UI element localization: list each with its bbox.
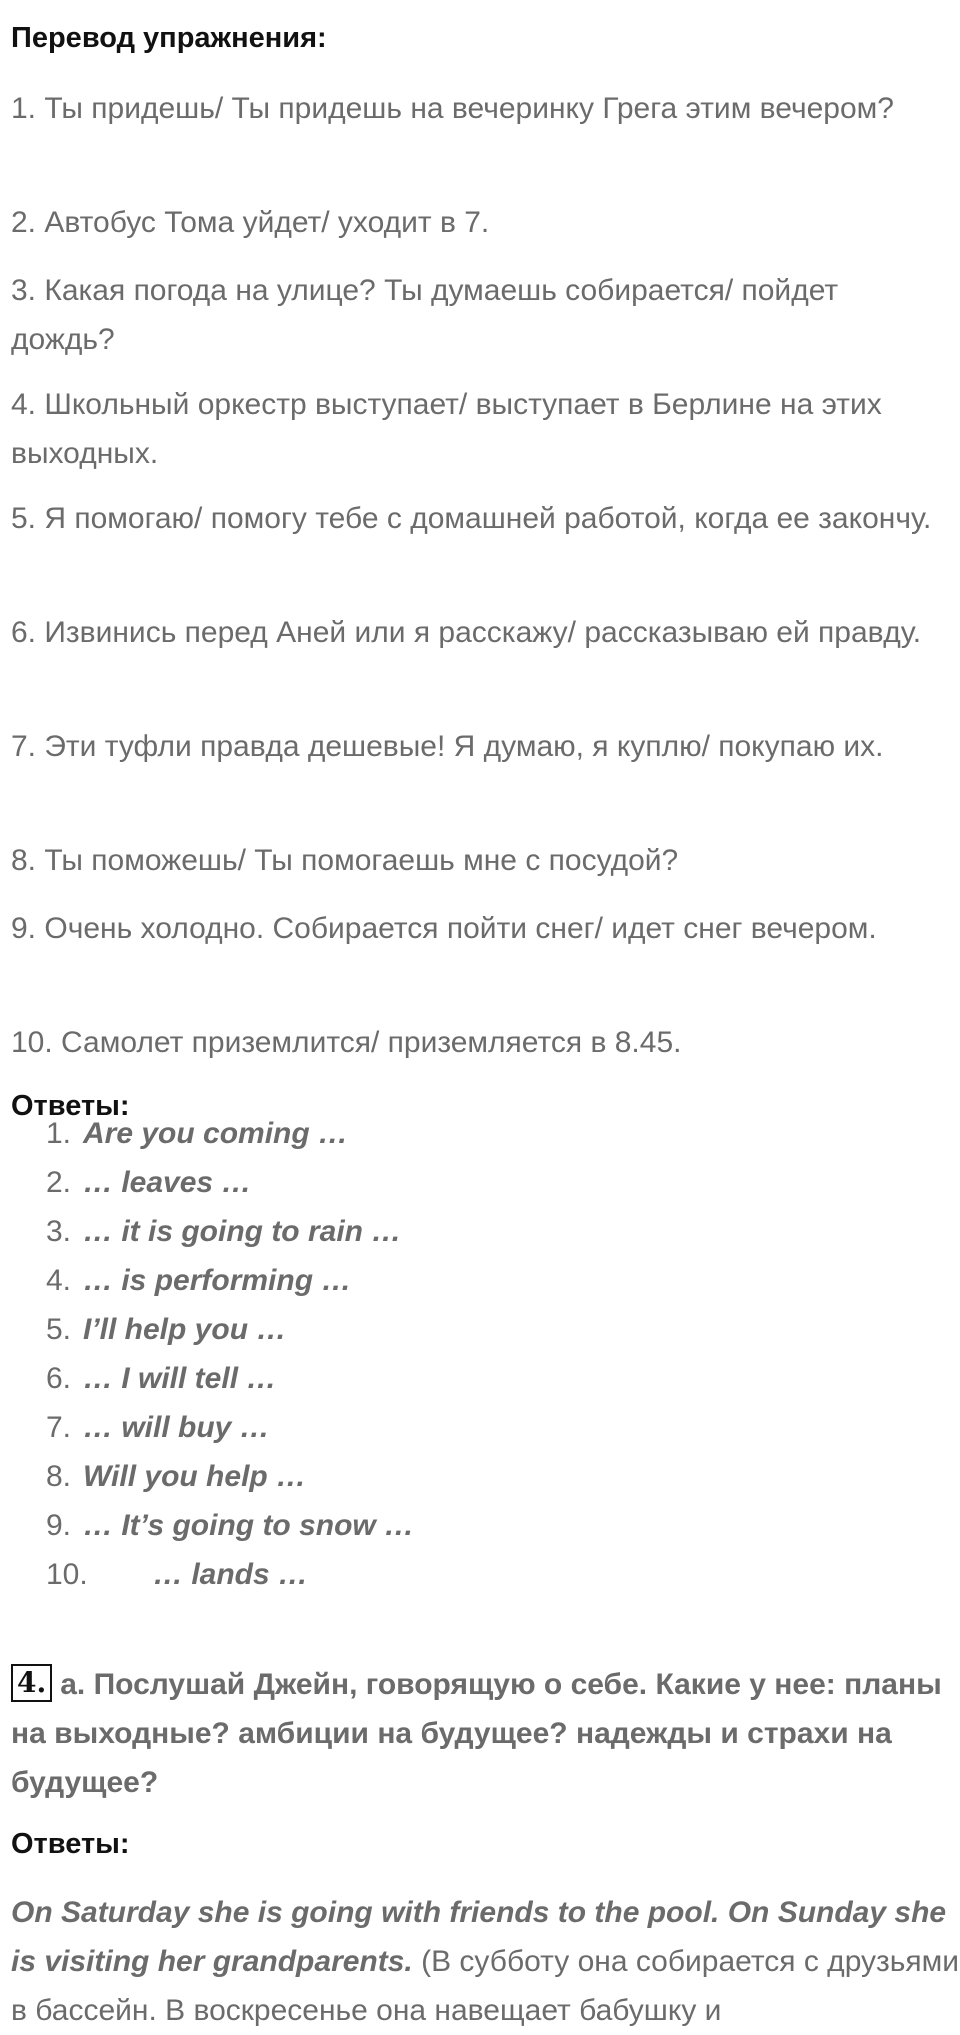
translation-item-3: 3. Какая погода на улице? Ты думаешь собирается/ пойдет дождь? [11,274,839,356]
answer-text: … I will tell … [83,1362,277,1395]
answer-number: 5. [46,1313,72,1346]
answer-number: 7. [46,1411,72,1444]
answer-number: 1. [46,1117,72,1150]
translation-item-7: 7. Эти туфли правда дешевые! Я думаю, я куплю/ покупаю их. [11,730,884,763]
answer-number: 2. [46,1166,72,1199]
answer-text: … It’s going to snow … [83,1509,415,1542]
translation-item-5: 5. Я помогаю/ помогу тебе с домашней работой, когда ее закончу. [11,502,932,535]
list-item [11,1403,946,1452]
list-item [11,1501,946,1550]
answer-number: 8. [46,1460,72,1493]
final-answer-russian: (В субботу она собирается с друзьями в бассейн. В воскресенье она навещает бабушку и [11,1945,960,2027]
answer-number: 6. [46,1362,72,1395]
list-item [11,1305,946,1354]
answer-text: … is performing … [83,1264,352,1297]
answer-text: I’ll help you … [83,1313,287,1346]
answer-number: 4. [46,1264,72,1297]
answer-text: … will buy … [83,1411,270,1444]
answers-list [11,1109,946,1599]
translation-item-9: 9. Очень холодно. Собирается пойти снег/ идет снег вечером. [11,912,877,945]
list-item [11,1550,946,1599]
final-answer-english: On Saturday she is going with friends to the pool. On Sunday she is visiting her grandparents. [11,1896,947,1978]
list-item [11,1158,946,1207]
answer-text: … leaves … [83,1166,252,1199]
translation-item-2: 2. Автобус Тома уйдет/ уходит в 7. [11,206,490,239]
answer-number: 3. [46,1215,72,1248]
answer-text: Will you help … [83,1460,307,1493]
answer-text: … lands … [153,1558,309,1591]
list-item [11,1354,946,1403]
list-item [11,1109,946,1158]
translation-item-1: 1. Ты придешь/ Ты придешь на вечеринку Грега этим вечером? [11,92,894,125]
answer-number: 10. [46,1558,88,1591]
list-item [11,1256,946,1305]
answer-number: 9. [46,1509,72,1542]
translation-item-6: 6. Извинись перед Аней или я расскажу/ рассказываю ей правду. [11,616,922,649]
translation-heading: Перевод упражнения: [11,22,327,54]
task-number-badge: 4. [11,1664,52,1702]
final-answer [11,1888,960,2035]
translation-item-10: 10. Самолет приземлится/ приземляется в 8.45. [11,1026,682,1059]
task-4 [11,1660,946,1807]
answers-heading-2: Ответы: [11,1828,130,1860]
task-text: a. Послушай Джейн, говорящую о себе. Какие у нее: планы на выходные? амбиции на будущее? надежды и страхи на будущее? [11,1668,942,1799]
list-item [11,1452,946,1501]
list-item [11,1207,946,1256]
answers-heading: Ответы: [11,1090,130,1122]
answer-text: Are you coming … [83,1117,349,1150]
answer-text: … it is going to rain … [83,1215,402,1248]
translation-item-4: 4. Школьный оркестр выступает/ выступает в Берлине на этих выходных. [11,388,882,470]
translation-item-8: 8. Ты поможешь/ Ты помогаешь мне с посудой? [11,844,679,877]
